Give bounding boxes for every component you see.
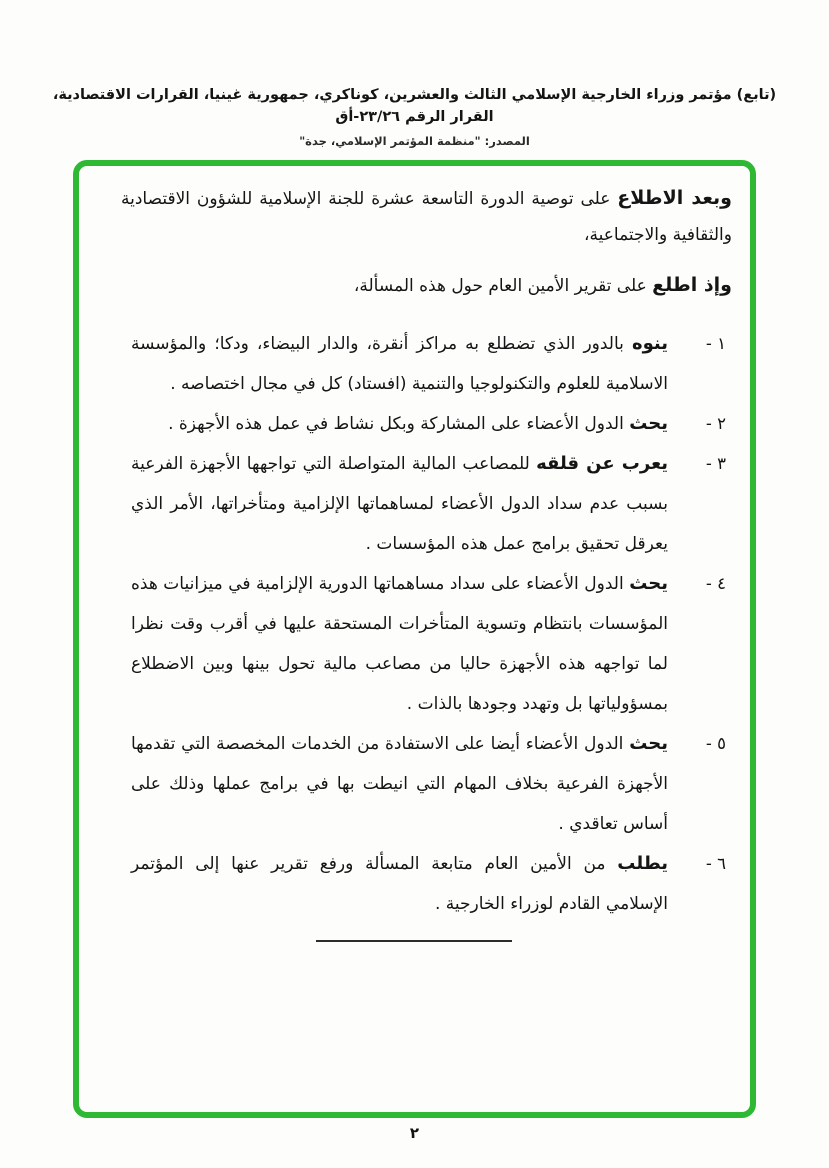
item-text bbox=[131, 564, 668, 724]
item-keyword: يحث bbox=[629, 733, 668, 754]
item-keyword: يحث bbox=[629, 573, 668, 594]
item-text bbox=[131, 444, 668, 564]
item-body: الدول الأعضاء على سداد مساهماتها الدورية الإلزامية في ميزانيات هذه المؤسسات بانتظام وتسوية المتأخرات المستحقة عليها في أقرب وقت نظرا لما تواجهه هذه الأجهزة حاليا من مصاعب مالية تحول بينها وبين الاضطلاع بمسؤولياتها بل وتهدد وجودها بالذات . bbox=[131, 574, 668, 714]
item-text bbox=[131, 724, 668, 844]
resolution-item bbox=[121, 724, 726, 844]
item-body: بالدور الذي تضطلع به مراكز أنقرة، والدار البيضاء، ودكا؛ والمؤسسة الاسلامية للعلوم والتكنولوجيا والتنمية (افستاد) كل في مجال اختصاصه . bbox=[131, 334, 668, 394]
item-body: الدول الأعضاء أيضا على الاستفادة من الخدمات المخصصة التي تقدمها الأجهزة الفرعية بخلاف المهام التي انيطت بها في برامج عملها وذلك على أساس تعاقدي . bbox=[131, 734, 668, 834]
resolution-content bbox=[79, 166, 750, 1112]
highlight-border-box bbox=[73, 160, 756, 1118]
resolution-item bbox=[121, 444, 726, 564]
resolution-item bbox=[121, 324, 726, 404]
item-text bbox=[131, 844, 668, 924]
preamble-paragraph bbox=[121, 180, 732, 253]
header-source-line: المصدر: "منظمة المؤتمر الإسلامي، جدة" bbox=[299, 134, 530, 148]
operative-clauses bbox=[121, 324, 732, 924]
item-number: ٤ - bbox=[705, 574, 726, 593]
end-divider bbox=[316, 940, 512, 942]
resolution-item bbox=[121, 404, 726, 444]
preamble-paragraph bbox=[121, 267, 732, 304]
preamble-text: على تقرير الأمين العام حول هذه المسألة، bbox=[353, 276, 647, 296]
item-text bbox=[131, 324, 668, 404]
header-title-line: (تابع) مؤتمر وزراء الخارجية الإسلامي الثالث والعشرين، كوناكري، جمهورية غينيا، القرارات الاقتصادية، القرار الرقم ٢٣/٢٦-أق bbox=[52, 87, 777, 125]
preamble-keyword: وإذ اطلع bbox=[652, 274, 732, 296]
resolution-item bbox=[121, 564, 726, 724]
page-number: ٢ bbox=[409, 1124, 420, 1142]
item-number: ٣ - bbox=[705, 454, 726, 473]
item-number: ٢ - bbox=[705, 414, 726, 433]
item-body: من الأمين العام متابعة المسألة ورفع تقرير عنها إلى المؤتمر الإسلامي القادم لوزراء الخارجية . bbox=[131, 854, 668, 914]
item-number: ٦ - bbox=[705, 854, 726, 873]
preamble-text: على توصية الدورة التاسعة عشرة للجنة الإسلامية للشؤون الاقتصادية والثقافية والاجتماعية، bbox=[121, 189, 732, 245]
item-text bbox=[131, 404, 668, 444]
document-header bbox=[36, 84, 793, 148]
item-keyword: ينوه bbox=[631, 333, 669, 354]
resolution-item bbox=[121, 844, 726, 924]
preamble-keyword: وبعد الاطلاع bbox=[617, 187, 732, 209]
item-number: ٥ - bbox=[705, 734, 726, 753]
item-number: ١ - bbox=[705, 334, 726, 353]
item-body: للمصاعب المالية المتواصلة التي تواجهها الأجهزة الفرعية بسبب عدم سداد الدول الأعضاء لمساهماتها الإلزامية ومتأخراتها، الأمر الذي يعرقل تحقيق برامج عمل هذه المؤسسات . bbox=[131, 454, 668, 554]
item-keyword: يعرب عن قلقه bbox=[536, 453, 668, 474]
item-body: الدول الأعضاء على المشاركة وبكل نشاط في عمل هذه الأجهزة . bbox=[168, 414, 624, 434]
item-keyword: يطلب bbox=[617, 853, 668, 874]
item-keyword: يحث bbox=[629, 413, 668, 434]
